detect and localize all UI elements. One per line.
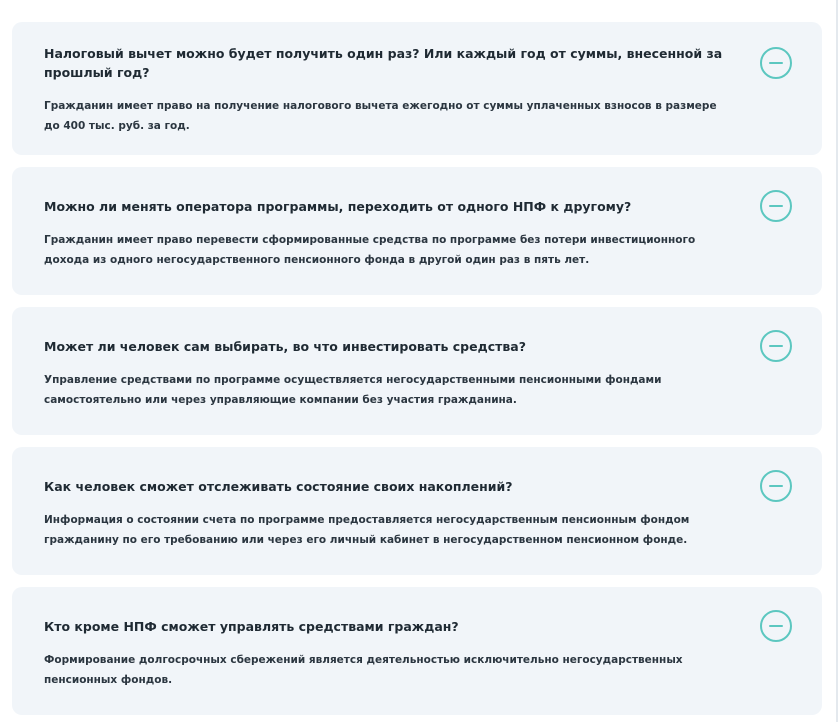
collapse-toggle-button[interactable] (760, 330, 792, 362)
collapse-toggle-button[interactable] (760, 470, 792, 502)
faq-item[interactable] (12, 167, 822, 295)
minus-circle-icon (769, 62, 783, 64)
collapse-toggle-button[interactable] (760, 610, 792, 642)
faq-answer: Информация о состоянии счета по программе предоставляется негосударственным пенсионным фондом гражданину по его требованию или через его личный кабинет в негосударственном пенсионном фонде. (44, 514, 690, 546)
faq-question[interactable]: Можно ли менять оператора программы, переходить от одного НПФ к другому? (44, 199, 632, 214)
faq-item[interactable] (12, 587, 822, 715)
faq-answer: Гражданин имеет право на получение налогового вычета ежегодно от суммы уплаченных взносов в размере до 400 тыс. руб. за год. (44, 100, 717, 132)
faq-item[interactable] (12, 22, 822, 155)
faq-answer: Гражданин имеет право перевести сформированные средства по программе без потери инвестиционного дохода из одного негосударственного пенсионного фонда в другой один раз в пять лет. (44, 234, 696, 266)
faq-answer: Управление средствами по программе осуществляется негосударственными пенсионными фондами самостоятельно или через управляющие компании без участия гражданина. (44, 374, 662, 406)
minus-circle-icon (769, 485, 783, 487)
faq-item[interactable] (12, 447, 822, 575)
minus-circle-icon (769, 205, 783, 207)
faq-question[interactable]: Может ли человек сам выбирать, во что инвестировать средства? (44, 339, 526, 354)
collapse-toggle-button[interactable] (760, 190, 792, 222)
faq-list (12, 22, 822, 727)
faq-item[interactable] (12, 307, 822, 435)
minus-circle-icon (769, 345, 783, 347)
collapse-toggle-button[interactable] (760, 47, 792, 79)
faq-answer: Формирование долгосрочных сбережений является деятельностью исключительно негосударственных пенсионных фондов. (44, 654, 683, 686)
minus-circle-icon (769, 625, 783, 627)
faq-question[interactable]: Налоговый вычет можно будет получить один раз? Или каждый год от суммы, внесенной за прошлый год? (44, 46, 723, 80)
faq-question[interactable]: Как человек сможет отслеживать состояние своих накоплений? (44, 479, 513, 494)
faq-question[interactable]: Кто кроме НПФ сможет управлять средствами граждан? (44, 619, 459, 634)
